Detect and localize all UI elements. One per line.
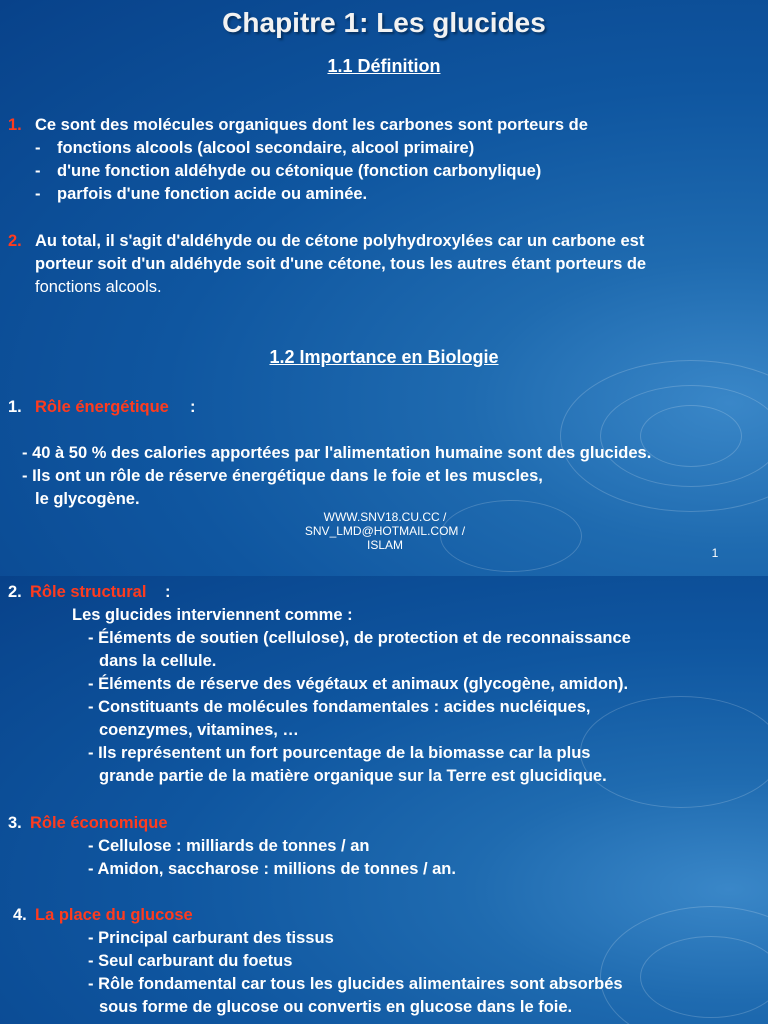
- bullet-dash: -: [35, 139, 41, 157]
- role-line: grande partie de la matière organique sur la Terre est glucidique.: [99, 767, 607, 785]
- water-ripple-decoration: [580, 696, 768, 808]
- role-line: - 40 à 50 % des calories apportées par l'alimentation humaine sont des glucides.: [22, 444, 652, 462]
- summary-line: porteur soit d'un aldéhyde soit d'une cétone, tous les autres étant porteurs de: [35, 255, 647, 273]
- role-line: coenzymes, vitamines, …: [99, 721, 299, 739]
- role-label: Rôle structural: [30, 583, 147, 601]
- footer-line: SNV_LMD@HOTMAIL.COM /: [304, 524, 466, 538]
- item-number: 3.: [8, 814, 22, 832]
- role-line: - Ils ont un rôle de réserve énergétique dans le foie et les muscles,: [22, 467, 543, 485]
- item-number: 2.: [8, 583, 22, 601]
- role-label: La place du glucose: [35, 906, 193, 924]
- colon: :: [165, 583, 171, 601]
- water-ripple-decoration: [640, 405, 742, 467]
- item-number: 4.: [13, 906, 27, 924]
- role-line: - Cellulose : milliards de tonnes / an: [88, 837, 370, 855]
- page-title: Chapitre 1: Les glucides: [222, 7, 546, 38]
- item-number: 2.: [8, 232, 22, 250]
- colon: :: [190, 398, 196, 416]
- definition-text: Ce sont des molécules organiques dont les carbones sont porteurs de: [35, 116, 588, 134]
- page-number: 1: [711, 546, 719, 560]
- role-line: le glycogène.: [35, 490, 140, 508]
- role-label: Rôle énergétique: [35, 398, 169, 416]
- slide-2: [0, 576, 768, 1024]
- summary-line: fonctions alcools.: [35, 278, 162, 296]
- role-line: - Seul carburant du foetus: [88, 952, 293, 970]
- summary-line: Au total, il s'agit d'aldéhyde ou de cétone polyhydroxylées car un carbone est: [35, 232, 645, 250]
- bullet-item: d'une fonction aldéhyde ou cétonique (fonction carbonylique): [57, 162, 542, 180]
- bullet-dash: -: [35, 162, 41, 180]
- role-intro: Les glucides interviennent comme :: [72, 606, 353, 624]
- role-line: - Principal carburant des tissus: [88, 929, 334, 947]
- role-line: dans la cellule.: [99, 652, 217, 670]
- item-number: 1.: [8, 398, 22, 416]
- section-heading-definition: 1.1 Définition: [327, 56, 441, 76]
- role-line: sous forme de glucose ou convertis en glucose dans le foie.: [99, 998, 573, 1016]
- footer-line: WWW.SNV18.CU.CC /: [323, 510, 447, 524]
- bullet-dash: -: [35, 185, 41, 203]
- bullet-item: parfois d'une fonction acide ou aminée.: [57, 185, 368, 203]
- section-heading-importance: 1.2 Importance en Biologie: [269, 347, 499, 367]
- bullet-item: fonctions alcools (alcool secondaire, alcool primaire): [57, 139, 475, 157]
- role-line: - Éléments de soutien (cellulose), de protection et de reconnaissance: [88, 629, 631, 647]
- footer-line: ISLAM: [366, 538, 403, 552]
- footer-credits: [270, 510, 500, 552]
- role-line: - Amidon, saccharose : millions de tonnes / an.: [88, 860, 456, 878]
- role-line: - Éléments de réserve des végétaux et animaux (glycogène, amidon).: [88, 675, 629, 693]
- role-line: - Rôle fondamental car tous les glucides alimentaires sont absorbés: [88, 975, 623, 993]
- item-number: 1.: [8, 116, 22, 134]
- role-line: - Ils représentent un fort pourcentage de la biomasse car la plus: [88, 744, 591, 762]
- role-line: - Constituants de molécules fondamentales : acides nucléiques,: [88, 698, 591, 716]
- role-label: Rôle économique: [30, 814, 168, 832]
